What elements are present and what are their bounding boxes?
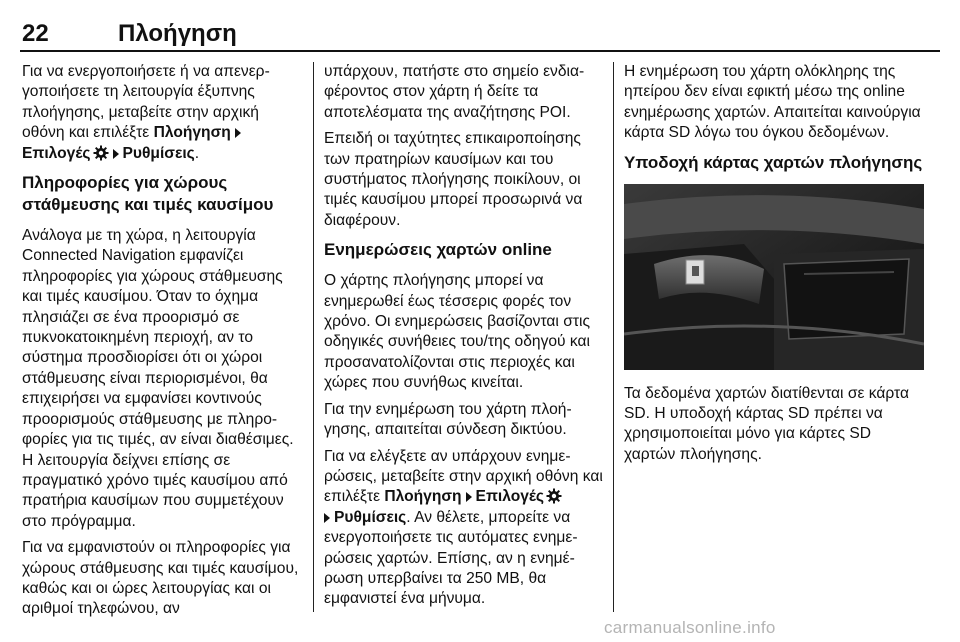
- menu-options: Επιλογές: [22, 144, 91, 162]
- menu-navigation: Πλοήγηση: [153, 124, 231, 142]
- column-2: [324, 62, 604, 616]
- paragraph: Για να εμφανιστούν οι πληροφορίες για χώρους στάθμευσης και τιμές καυσίμου, καθώς και οι ώρες λειτουργίας και οι αριθμοί τηλεφώνου, αν: [22, 539, 299, 618]
- page-header: [22, 8, 237, 48]
- menu-options: Επιλογές: [475, 488, 545, 506]
- paragraph: Ο χάρτης πλοήγησης μπορεί να ενημερωθεί έως τέσσερις φορές τον χρόνο. Οι ενημερώσεις βασίζονται στις οδηγικές συνήθειες του/της οδηγού και προσανατολίζονται στις περιοχές και χώρες που συνήθως κινείται.: [324, 272, 590, 392]
- arrow-right-icon: [235, 128, 241, 138]
- paragraph: υπάρχουν, πατήστε στο σημείο ενδιαφέροντος στον χάρτη ή δείτε τα αποτελέσματα της αναζήτησης POI.: [324, 63, 585, 121]
- menu-settings: Ρυθμίσεις: [334, 508, 407, 526]
- menu-navigation: Πλοήγηση: [384, 488, 462, 506]
- column-divider: [613, 62, 614, 612]
- paragraph: [324, 447, 604, 610]
- paragraph: [22, 62, 302, 164]
- gear-icon: [93, 145, 109, 161]
- arrow-right-icon: [466, 492, 472, 502]
- paragraph-text: Για να ενεργοποιήσετε ή να απενεργοποιήσετε τη λειτουργία έξυπνης πλοήγησης, μεταβείτε στην αρχική οθόνη και επιλέξτε: [22, 63, 270, 142]
- paragraph: Η ενημέρωση του χάρτη ολόκληρης της ηπείρου δεν είναι εφικτή μέσω της online ενημέρωσης χαρτών. Απαιτείται καινούργια κάρτα SD λόγω του όγκου δεδομένων.: [624, 63, 921, 142]
- menu-settings: Ρυθμίσεις: [122, 144, 195, 162]
- arrow-right-icon: [324, 513, 330, 523]
- sd-card-slot-photo: [624, 184, 924, 370]
- paragraph: Ανάλογα με τη χώρα, η λειτουργία Connected Navigation εμφανίζει πληροφορίες για χώρους στάθμευσης και τιμές καυσίμου. Όταν το όχημα πλησιάζει σε ένα προορισμό σε πυκνοκατοικημένη περιοχή, αν το σύστημα προσδιορίσει ότι οι χώροι στάθμευσης είναι περιορισμένοι, θα επιχειρήσει να εμφανίσει κοντινούς προορισμούς στάθμευσης με πληροφορίες για τις τιμές, αν είναι διαθέσιμες. Η λειτουργία δείχνει επίσης σε πραγματικό χρόνο τιμές καυσίμου από πρατήρια καυσίμων που συμμετέχουν στο πρόγραμμα.: [22, 227, 294, 530]
- gear-icon: [546, 488, 562, 504]
- page-title: Πλοήγηση: [118, 20, 237, 47]
- column-1: [22, 62, 302, 626]
- arrow-right-icon: [113, 149, 119, 159]
- column-divider: [313, 62, 314, 612]
- page-number: 22: [22, 20, 49, 47]
- paragraph-text: Για να ελέγξετε αν υπάρχουν ενημερώσεις, μεταβείτε στην αρχική οθόνη και επιλέξτε: [324, 447, 603, 506]
- watermark: carmanualsonline.info: [604, 618, 776, 637]
- paragraph: Επειδή οι ταχύτητες επικαιροποίησης των πρατηρίων καυσίμων και του συστήματος πλοήγησης ποικίλουν, οι τιμές καυσίμου μπορεί προσωρινά να διαφέρουν.: [324, 130, 583, 229]
- section-heading: Πληροφορίες για χώρους στάθμευσης και τιμές καυσίμου: [22, 173, 274, 215]
- paragraph-end: . Αν θέλετε, μπορείτε να ενεργοποιήσετε τις αυτόματες ενημερώσεις χαρτών. Επίσης, αν η ενημέρωση υπερβαίνει τα 250 MB, θα εμφανιστεί ένα μήνυμα.: [324, 508, 578, 608]
- paragraph-end: .: [194, 144, 200, 162]
- section-heading: Υποδοχή κάρτας χαρτών πλοήγησης: [624, 152, 923, 172]
- paragraph: Τα δεδομένα χαρτών διατίθενται σε κάρτα SD. Η υποδοχή κάρτας SD πρέπει να χρησιμοποιείται μόνο για κάρτες SD χαρτών πλοήγησης.: [624, 384, 909, 463]
- section-heading: Ενημερώσεις χαρτών online: [324, 240, 552, 260]
- header-rule: [20, 50, 940, 52]
- paragraph: Για την ενημέρωση του χάρτη πλοήγησης, απαιτείται σύνδεση δικτύου.: [324, 400, 572, 439]
- column-3: [624, 62, 924, 471]
